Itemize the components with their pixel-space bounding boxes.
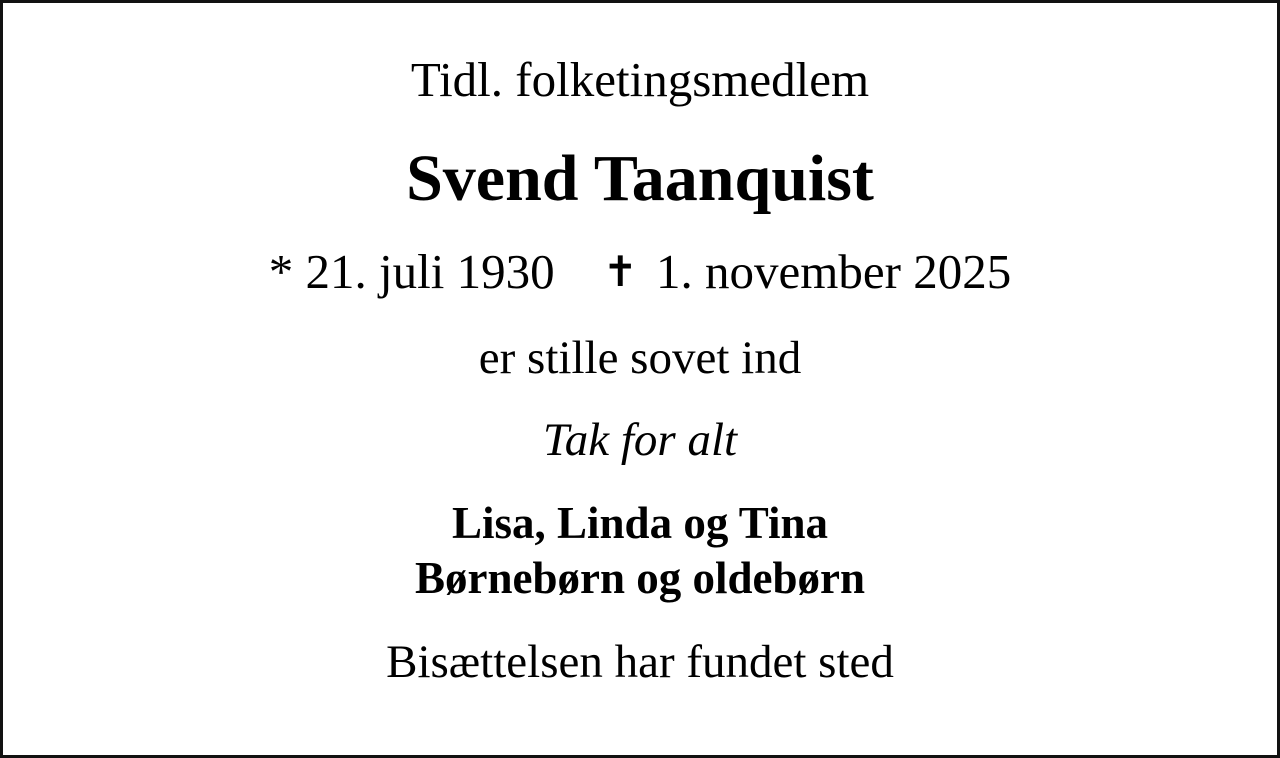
farewell-statement: Tak for alt <box>542 414 738 466</box>
birth-date <box>269 244 555 299</box>
deceased-name: Svend Taanquist <box>406 142 874 215</box>
family-relation: Børnebørn og oldebørn <box>414 553 866 603</box>
birth-asterisk-icon: * <box>268 244 294 299</box>
birth-date-text: 21. juli 1930 <box>305 244 555 299</box>
latin-cross-icon: ✝ <box>602 247 638 296</box>
death-date-text: 1. november 2025 <box>656 244 1012 299</box>
death-date <box>603 244 1012 299</box>
funeral-statement: Bisættelsen har fundet sted <box>386 636 894 688</box>
deceased-occupation: Tidl. folketingsmedlem <box>410 52 870 107</box>
family-names: Lisa, Linda og Tina <box>451 498 829 548</box>
birth-death-dates <box>3 245 1277 299</box>
passing-statement: er stille sovet ind <box>478 332 802 384</box>
